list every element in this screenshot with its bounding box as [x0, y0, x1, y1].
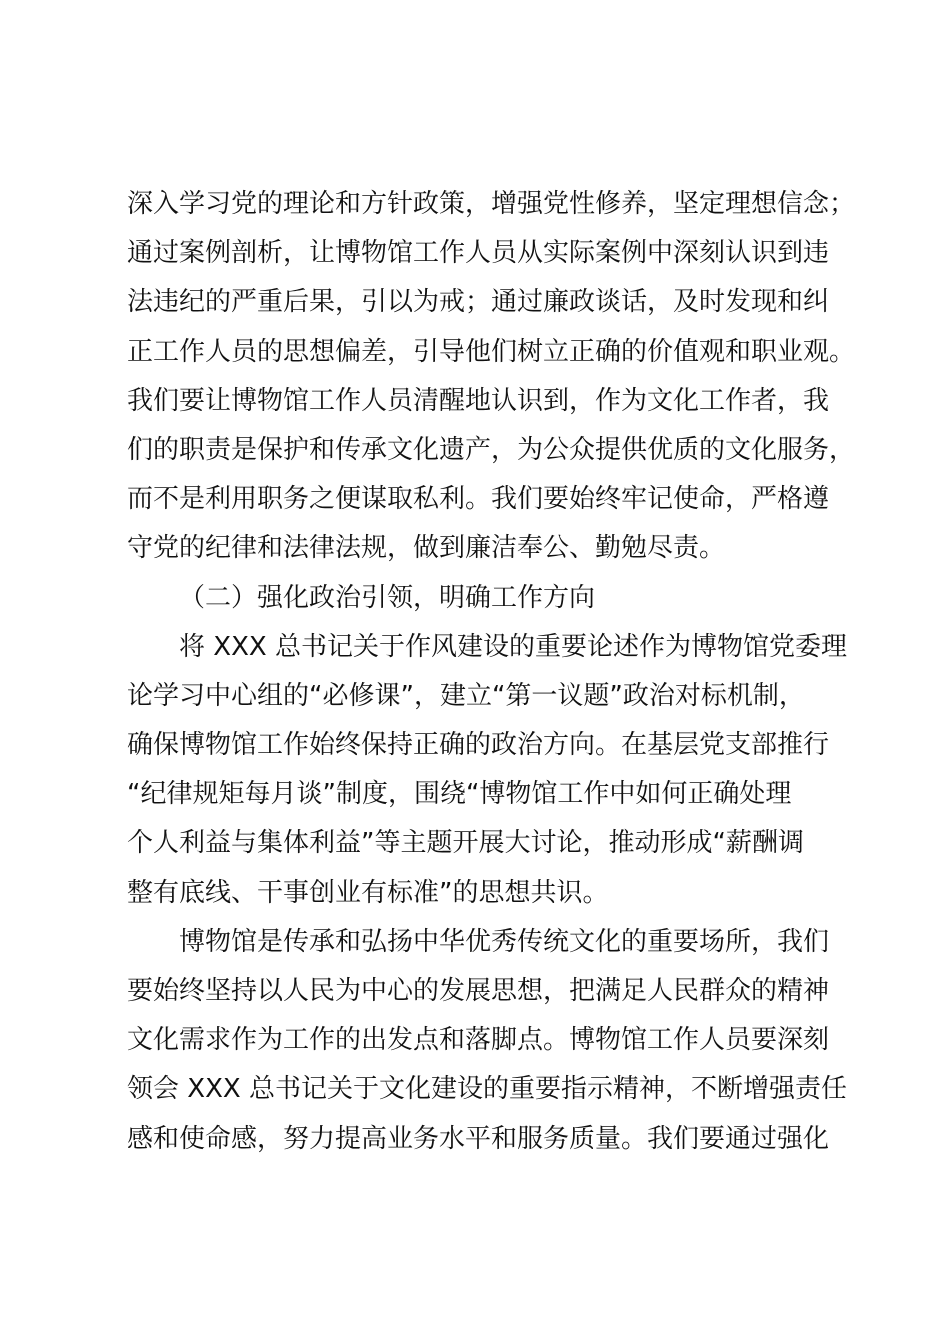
paragraph-line: 守党的纪律和法律法规，做到廉洁奉公、勤勉尽责。 — [127, 533, 726, 564]
paragraph-line: 文化需求作为工作的出发点和落脚点。博物馆工作人员要深刻 — [127, 1025, 830, 1056]
paragraph-line: 确保博物馆工作始终保持正确的政治方向。在基层党支部推行 — [127, 730, 830, 761]
paragraph-line: 感和使命感，努力提高业务水平和服务质量。我们要通过强化 — [127, 1123, 830, 1154]
paragraph-line: 法违纪的严重后果，引以为戒；通过廉政谈话，及时发现和纠 — [127, 287, 830, 318]
paragraph-line: 们的职责是保护和传承文化遗产，为公众提供优质的文化服务， — [127, 434, 856, 465]
paragraph-line: 将 XXX 总书记关于作风建设的重要论述作为博物馆党委理 — [179, 631, 847, 662]
paragraph-line: 通过案例剖析，让博物馆工作人员从实际案例中深刻认识到违 — [127, 238, 830, 269]
paragraph-line: 博物馆是传承和弘扬中华优秀传统文化的重要场所，我们 — [179, 926, 830, 957]
paragraph-line: 领会 XXX 总书记关于文化建设的重要指示精神，不断增强责任 — [127, 1074, 847, 1105]
paragraph-line: 我们要让博物馆工作人员清醒地认识到，作为文化工作者，我 — [127, 385, 830, 416]
paragraph-line: 整有底线、干事创业有标准”的思想共识。 — [127, 877, 609, 908]
paragraph-line: 深入学习党的理论和方针政策，增强党性修养，坚定理想信念； — [127, 189, 856, 219]
document-body — [127, 180, 856, 1164]
paragraph-line: 个人利益与集体利益”等主题开展大讨论，推动形成“薪酬调 — [127, 828, 804, 859]
paragraph-line: 而不是利用职务之便谋取私利。我们要始终牢记使命，严格遵 — [127, 484, 830, 515]
paragraph-line: 正工作人员的思想偏差，引导他们树立正确的价值观和职业观。 — [127, 336, 856, 367]
paragraph-line: 要始终坚持以人民为中心的发展思想，把满足人民群众的精神 — [127, 976, 830, 1006]
section-heading: （二）强化政治引领，明确工作方向 — [179, 582, 596, 613]
paragraph-line: 论学习中心组的“必修课”，建立“第一议题”政治对标机制， — [127, 680, 805, 711]
paragraph-line: “纪律规矩每月谈”制度，围绕“博物馆工作中如何正确处理 — [127, 779, 792, 810]
paragraph-1 — [127, 180, 856, 574]
paragraph-2 — [127, 623, 852, 918]
paragraph-3 — [127, 918, 852, 1164]
